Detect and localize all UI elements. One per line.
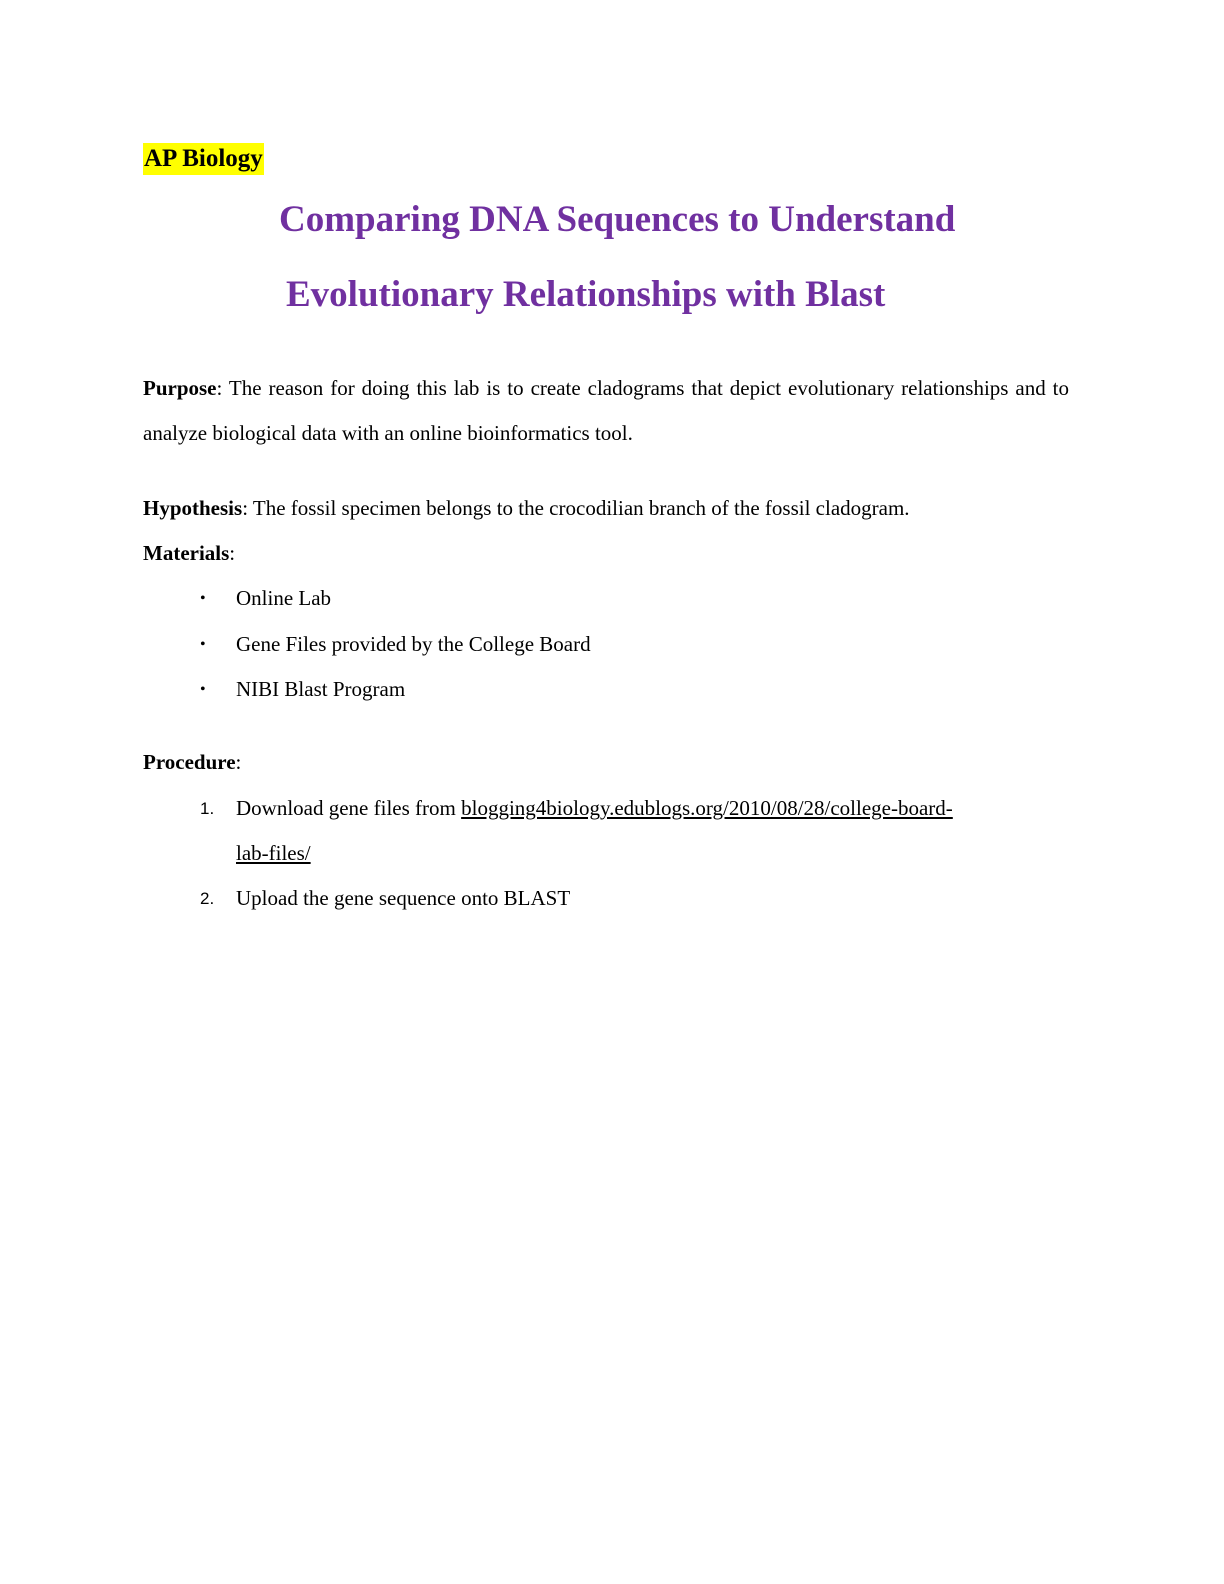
lab-files-link[interactable]: blogging4biology.edublogs.org/2010/08/28/college-board- bbox=[461, 796, 953, 820]
materials-heading bbox=[143, 539, 235, 567]
procedure-heading bbox=[143, 748, 241, 776]
hypothesis-label: Hypothesis bbox=[143, 496, 243, 520]
step-number: 2. bbox=[200, 889, 215, 908]
procedure-step: Upload the gene sequence onto BLAST bbox=[236, 886, 571, 910]
hypothesis-text: The fossil specimen belongs to the crocodilian branch of the fossil cladogram. bbox=[248, 496, 910, 520]
lab-files-link-continued[interactable]: lab-files/ bbox=[236, 841, 311, 865]
bullet-icon: • bbox=[200, 590, 206, 607]
step-text: Download gene files from bbox=[236, 796, 462, 820]
materials-item: NIBI Blast Program bbox=[236, 677, 406, 701]
procedure-step-continuation bbox=[236, 839, 311, 867]
materials-sep: : bbox=[229, 541, 236, 565]
course-label: AP Biology bbox=[143, 143, 264, 175]
purpose-sep: : bbox=[216, 376, 223, 400]
bullet-icon: • bbox=[200, 681, 206, 698]
materials-item: Gene Files provided by the College Board bbox=[236, 632, 591, 656]
title-line-1: Comparing DNA Sequences to Understand bbox=[279, 199, 956, 240]
procedure-sep: : bbox=[235, 750, 242, 774]
procedure-step bbox=[236, 794, 953, 822]
procedure-label: Procedure bbox=[143, 750, 236, 774]
purpose-paragraph bbox=[143, 366, 1069, 456]
materials-item: Online Lab bbox=[236, 586, 332, 610]
materials-label: Materials bbox=[143, 541, 230, 565]
purpose-label: Purpose bbox=[143, 376, 217, 400]
hypothesis-paragraph bbox=[143, 494, 910, 522]
title-line-2: Evolutionary Relationships with Blast bbox=[286, 274, 886, 315]
step-number: 1. bbox=[200, 799, 215, 818]
purpose-text: The reason for doing this lab is to create cladograms that depict evolutionary relationships and to analyze biological data with an online bioinformatics tool. bbox=[143, 376, 1069, 445]
hypothesis-sep: : bbox=[242, 496, 249, 520]
bullet-icon: • bbox=[200, 636, 206, 653]
